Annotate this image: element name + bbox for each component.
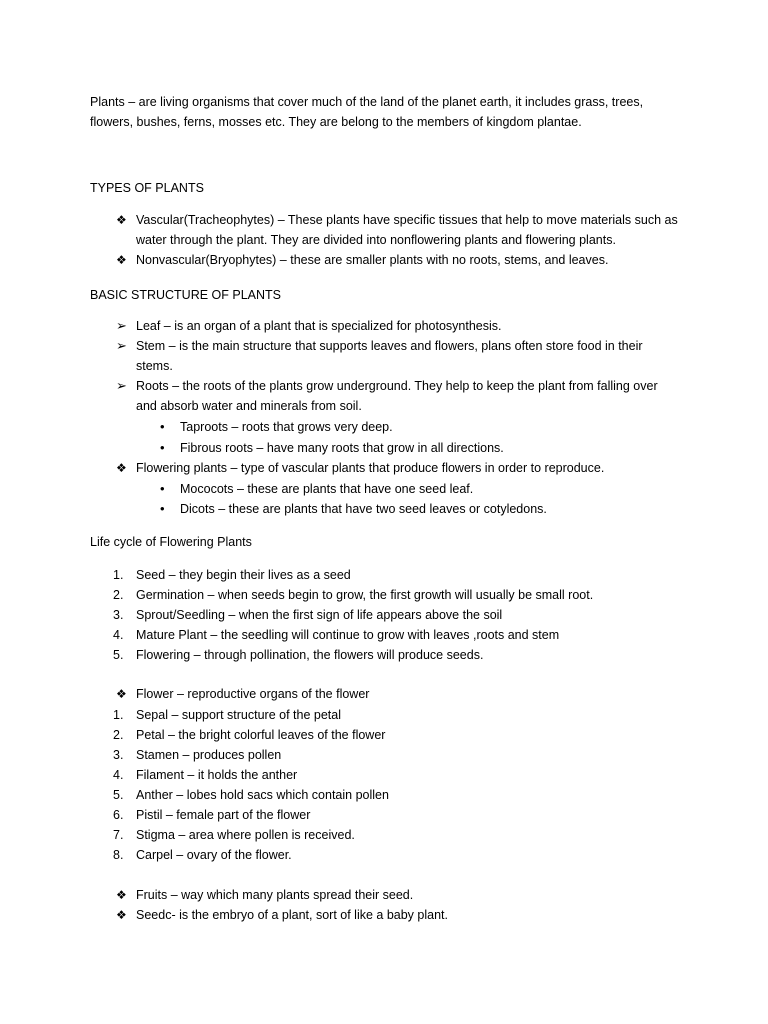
diamond-bullet-icon: ❖: [116, 253, 127, 267]
types-item-1-line-1: Vascular(Tracheophytes) – These plants have specific tissues that help to move materials such as: [136, 213, 678, 227]
list-number: 8.: [113, 848, 124, 862]
dot-bullet-icon: •: [160, 501, 165, 516]
diamond-bullet-icon: ❖: [116, 213, 127, 227]
flower-part-item: Stamen – produces pollen: [136, 748, 282, 762]
list-number: 5.: [113, 648, 124, 662]
intro-line-1: Plants – are living organisms that cover much of the land of the planet earth, it includes grass, trees,: [90, 95, 644, 109]
dot-bullet-icon: •: [160, 481, 165, 496]
arrow-bullet-icon: ➢: [116, 338, 127, 353]
structure-leaf: Leaf – is an organ of a plant that is specialized for photosynthesis.: [136, 319, 502, 333]
dot-bullet-icon: •: [160, 419, 165, 434]
list-number: 1.: [113, 568, 124, 582]
flower-part-item: Stigma – area where pollen is received.: [136, 828, 355, 842]
seeds-definition: Seedc- is the embryo of a plant, sort of like a baby plant.: [136, 908, 448, 922]
list-number: 4.: [113, 628, 124, 642]
structure-roots-line-1: Roots – the roots of the plants grow underground. They help to keep the plant from falling over: [136, 379, 658, 393]
structure-heading: BASIC STRUCTURE OF PLANTS: [90, 288, 281, 302]
list-number: 2.: [113, 728, 124, 742]
list-number: 3.: [113, 608, 124, 622]
lifecycle-item: Seed – they begin their lives as a seed: [136, 568, 351, 582]
lifecycle-item: Germination – when seeds begin to grow, the first growth will usually be small root.: [136, 588, 594, 602]
roots-taproots: Taproots – roots that grows very deep.: [180, 420, 393, 434]
flower-part-item: Sepal – support structure of the petal: [136, 708, 341, 722]
types-item-2: Nonvascular(Bryophytes) – these are smaller plants with no roots, stems, and leaves.: [136, 253, 609, 267]
diamond-bullet-icon: ❖: [116, 461, 127, 475]
flower-part-item: Petal – the bright colorful leaves of the flower: [136, 728, 386, 742]
structure-stem-line-1: Stem – is the main structure that supports leaves and flowers, plans often store food in their: [136, 339, 643, 353]
flower-part-item: Anther – lobes hold sacs which contain pollen: [136, 788, 389, 802]
list-number: 3.: [113, 748, 124, 762]
diamond-bullet-icon: ❖: [116, 687, 127, 701]
list-number: 2.: [113, 588, 124, 602]
lifecycle-item: Mature Plant – the seedling will continue to grow with leaves ,roots and stem: [136, 628, 560, 642]
arrow-bullet-icon: ➢: [116, 318, 127, 333]
flower-part-item: Filament – it holds the anther: [136, 768, 298, 782]
intro-line-2: flowers, bushes, ferns, mosses etc. They are belong to the members of kingdom plantae.: [90, 115, 582, 129]
structure-stem-line-2: stems.: [136, 359, 173, 373]
fruits-definition: Fruits – way which many plants spread their seed.: [136, 888, 414, 902]
diamond-bullet-icon: ❖: [116, 888, 127, 902]
flower-part-item: Pistil – female part of the flower: [136, 808, 311, 822]
list-number: 6.: [113, 808, 124, 822]
list-number: 4.: [113, 768, 124, 782]
list-number: 5.: [113, 788, 124, 802]
dot-bullet-icon: •: [160, 440, 165, 455]
roots-fibrous: Fibrous roots – have many roots that grow in all directions.: [180, 441, 504, 455]
flowering-dicots: Dicots – these are plants that have two seed leaves or cotyledons.: [180, 502, 547, 516]
diamond-bullet-icon: ❖: [116, 908, 127, 922]
flower-definition: Flower – reproductive organs of the flower: [136, 687, 370, 701]
types-item-1-line-2: water through the plant. They are divided into nonflowering plants and flowering plants.: [136, 233, 616, 247]
list-number: 1.: [113, 708, 124, 722]
arrow-bullet-icon: ➢: [116, 378, 127, 393]
flower-part-item: Carpel – ovary of the flower.: [136, 848, 292, 862]
flowering-plants: Flowering plants – type of vascular plants that produce flowers in order to reproduce.: [136, 461, 605, 475]
lifecycle-item: Sprout/Seedling – when the first sign of life appears above the soil: [136, 608, 503, 622]
lifecycle-heading: Life cycle of Flowering Plants: [90, 535, 252, 549]
types-heading: TYPES OF PLANTS: [90, 181, 204, 195]
flowering-monocots: Mococots – these are plants that have one seed leaf.: [180, 482, 474, 496]
structure-roots-line-2: and absorb water and minerals from soil.: [136, 399, 362, 413]
lifecycle-item: Flowering – through pollination, the flowers will produce seeds.: [136, 648, 484, 662]
list-number: 7.: [113, 828, 124, 842]
